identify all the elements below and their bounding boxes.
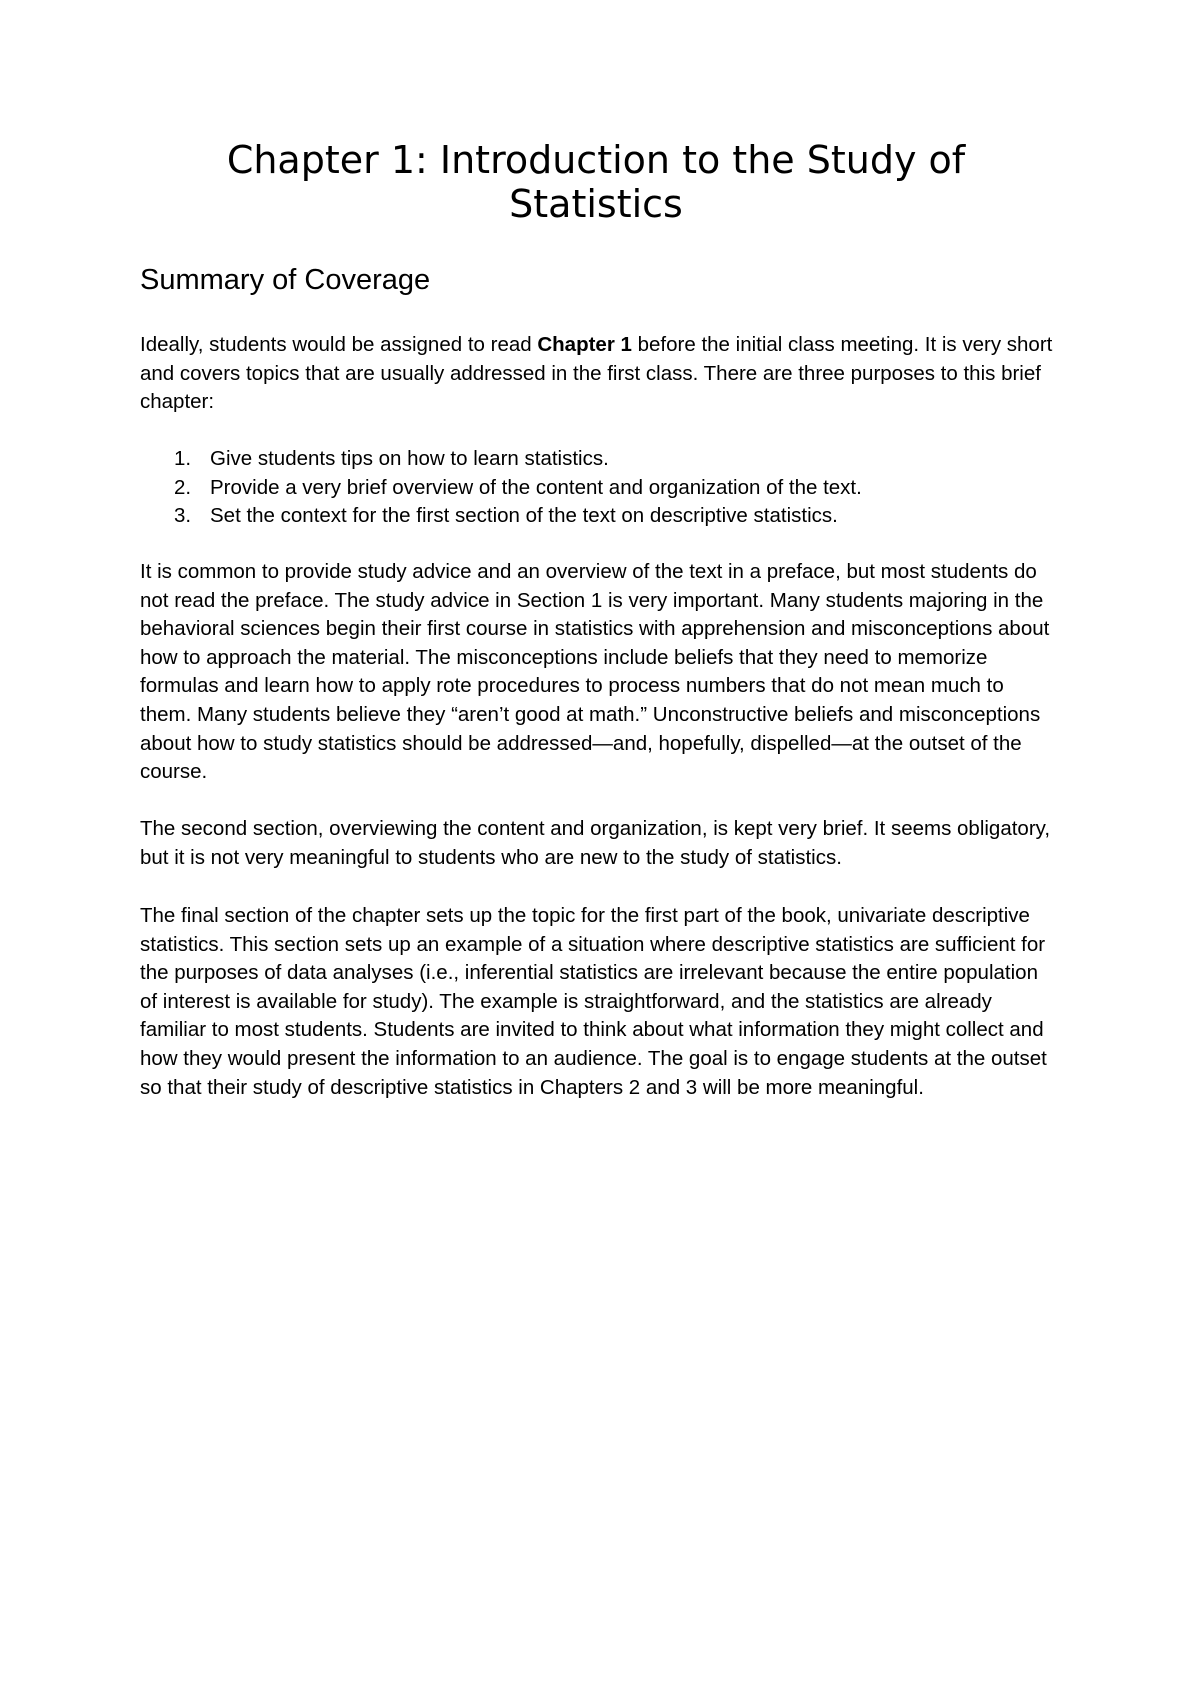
list-item-number: 2. xyxy=(174,475,192,499)
list-item-text: Give students tips on how to learn statistics. xyxy=(210,447,609,470)
intro-bold-chapter: Chapter 1 xyxy=(537,333,632,356)
list-item-number: 3. xyxy=(174,504,192,528)
purposes-list xyxy=(140,445,1060,531)
section-heading: Summary of Coverage xyxy=(140,264,431,296)
study-advice-paragraph: It is common to provide study advice and an overview of the text in a preface, but most students do not read the preface. The study advice in Section 1 is very important. Many students majoring in the behavioral sciences begin their first course in statistics with apprehension and misconceptions about how to approach the material. The misconceptions include beliefs that they need to memorize formulas and learn how to apply rote procedures to process numbers that do not mean much to them. Many students believe they “aren’t good at math.” Unconstructive beliefs and misconceptions about how to study statistics should be addressed—and, hopefully, dispelled—at the outset of the course. xyxy=(140,560,1050,784)
list-item-text: Provide a very brief overview of the content and organization of the text. xyxy=(210,475,862,499)
list-item-text: Set the context for the first section of the text on descriptive statistics. xyxy=(210,504,838,528)
intro-text-end: before the initial class meeting. It is very short and covers topics that are usually addressed in the first class. There are three purposes to this brief chapter: xyxy=(140,333,1053,414)
list-item xyxy=(140,474,1060,503)
intro-text-start: Ideally, students would be assigned to read xyxy=(140,333,538,356)
intro-paragraph xyxy=(140,331,1060,417)
list-item-number: 1. xyxy=(174,447,192,470)
second-section-paragraph: The second section, overviewing the content and organization, is kept very brief. It seems obligatory, but it is not very meaningful to students who are new to the study of statistics. xyxy=(140,817,1051,869)
final-section-paragraph: The final section of the chapter sets up the topic for the first part of the book, univariate descriptive statistics. This section sets up an example of a situation where descriptive statistics are sufficient for the purposes of data analyses (i.e., inferential statistics are irrelevant because the entire population of interest is available for study). The example is straightforward, and the statistics are already familiar to most students. Students are invited to think about what information they might collect and how they would present the information to an audience. The goal is to engage students at the outset so that their study of descriptive statistics in Chapters 2 and 3 will be more meaningful. xyxy=(140,904,1047,1099)
chapter-title: Chapter 1: Introduction to the Study of Statistics xyxy=(226,138,966,226)
list-item xyxy=(140,445,1060,474)
list-item xyxy=(140,502,1060,531)
